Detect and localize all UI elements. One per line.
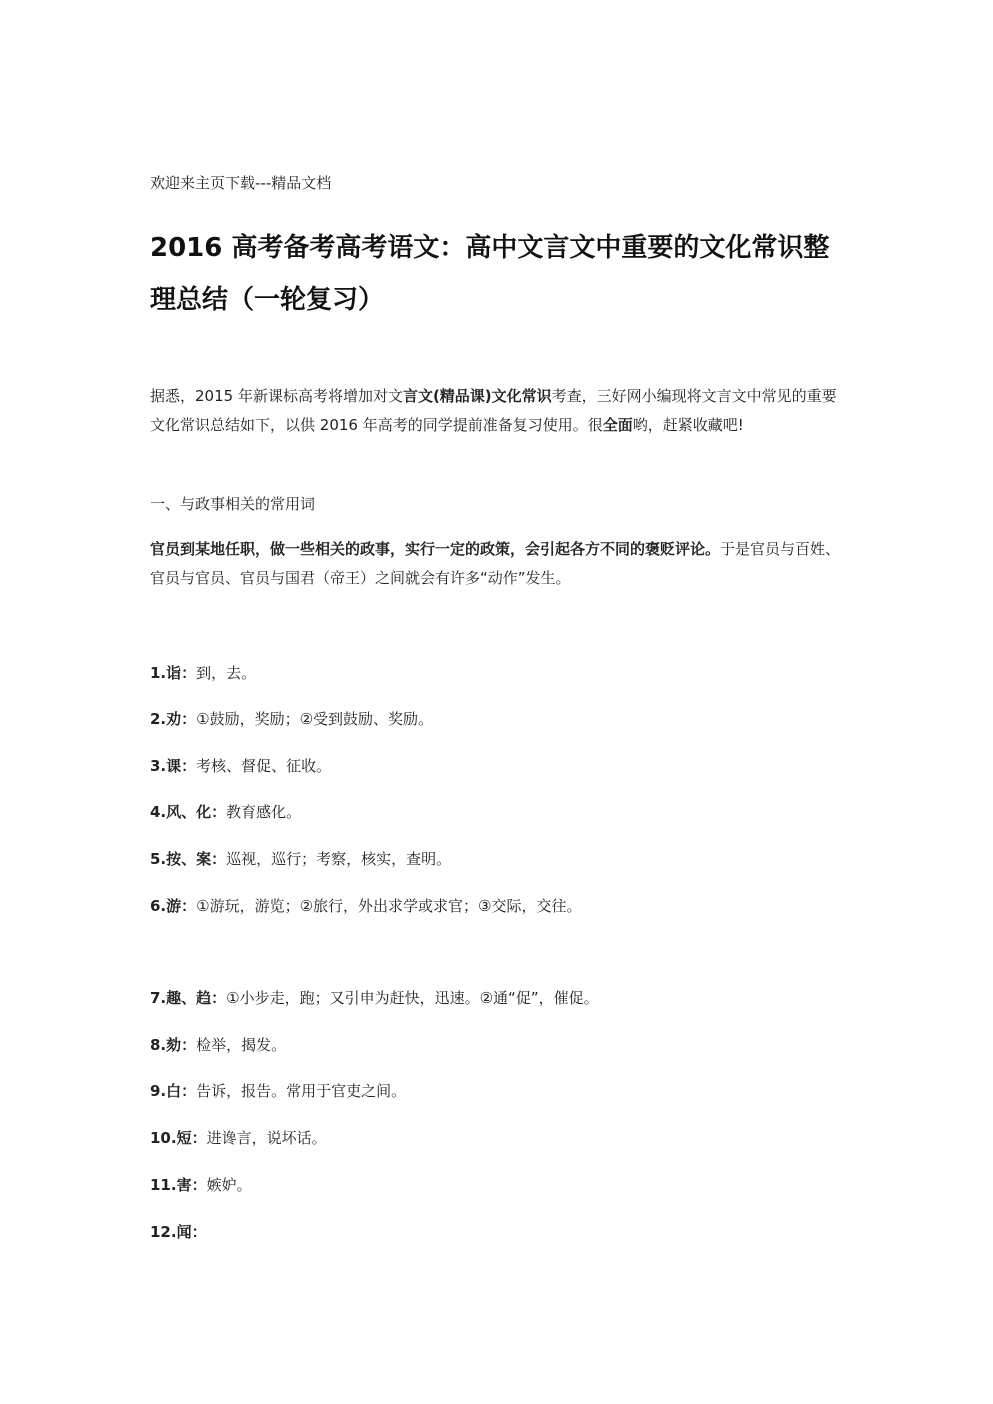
intro-text-2: 考查，三好网小编现将文言文中常见的重要文化常识总结如下，以供 2016 年高考的同学提前准备复习使用。很 [150, 387, 837, 434]
item-term: 2.劝 [150, 710, 182, 728]
item-separator: ： [181, 664, 197, 682]
list-item [150, 1220, 845, 1244]
item-term: 7.趣、趋 [150, 989, 212, 1007]
intro-text-3: 哟，赶紧收藏吧! [632, 416, 744, 434]
intro-text-1: 据悉，2015 年新课标高考将增加对文 [150, 387, 403, 405]
item-term: 3.课 [150, 757, 182, 775]
item-term: 5.按、案 [150, 850, 212, 868]
list-item [150, 754, 845, 778]
item-separator: ： [191, 1129, 207, 1147]
item-term: 4.风、化 [150, 803, 212, 821]
lead-text: 于是官员与百姓、官员与官员、官员与国君（帝王）之间就会有许多“动作”发生。 [150, 540, 841, 587]
intro-bold-2: 全面 [602, 416, 633, 434]
item-term: 12.闻 [150, 1223, 192, 1241]
item-term: 10.短 [150, 1129, 192, 1147]
item-term: 6.游 [150, 897, 182, 915]
intro-bold-1: 言文(精品课)文化常识 [402, 387, 552, 405]
lead-bold: 官员到某地任职，做一些相关的政事，实行一定的政策，会引起各方不同的褒贬评论。 [150, 540, 721, 558]
item-definition: 进谗言，说坏话。 [206, 1129, 327, 1147]
item-definition: 告诉，报告。常用于官吏之间。 [196, 1082, 407, 1100]
section-heading: 一、与政事相关的常用词 [150, 495, 316, 513]
item-term: 11.害 [150, 1176, 192, 1194]
item-definition: 巡视，巡行；考察，核实，查明。 [226, 850, 452, 868]
list-item [150, 894, 845, 918]
item-separator: ： [191, 1223, 207, 1241]
header-note: 欢迎来主页下载---精品文档 [150, 174, 332, 192]
item-definition: 教育感化。 [226, 803, 302, 821]
list-item [150, 661, 845, 685]
list-item [150, 1079, 845, 1103]
item-separator: ： [211, 850, 227, 868]
item-definition: 嫉妒。 [206, 1176, 252, 1194]
list-item [150, 1173, 845, 1197]
item-separator: ： [181, 710, 197, 728]
list-item [150, 1126, 845, 1150]
list-item [150, 1033, 845, 1057]
item-term: 1.诣 [150, 664, 182, 682]
item-separator: ： [181, 1036, 197, 1054]
list-item [150, 707, 845, 731]
item-definition: ①游玩，游览；②旅行，外出求学或求官；③交际，交往。 [196, 897, 582, 915]
list-item [150, 986, 845, 1010]
item-definition: ①鼓励，奖励；②受到鼓励、奖励。 [196, 710, 434, 728]
item-definition: 检举，揭发。 [196, 1036, 287, 1054]
item-definition: 考核、督促、征收。 [196, 757, 332, 775]
item-separator: ： [181, 897, 197, 915]
intro-paragraph [150, 382, 845, 440]
lead-paragraph [150, 535, 845, 593]
item-definition: 到，去。 [196, 664, 257, 682]
item-term: 9.白 [150, 1082, 182, 1100]
item-separator: ： [191, 1176, 207, 1194]
list-item [150, 847, 845, 871]
page-title: 2016 高考备考高考语文：高中文言文中重要的文化常识整理总结（一轮复习） [150, 233, 830, 315]
item-separator: ： [211, 989, 227, 1007]
list-item [150, 800, 845, 824]
item-separator: ： [181, 757, 197, 775]
item-definition: ①小步走，跑；又引申为赶快，迅速。②通“促”，催促。 [226, 989, 599, 1007]
item-separator: ： [211, 803, 227, 821]
item-separator: ： [181, 1082, 197, 1100]
item-term: 8.劾 [150, 1036, 182, 1054]
